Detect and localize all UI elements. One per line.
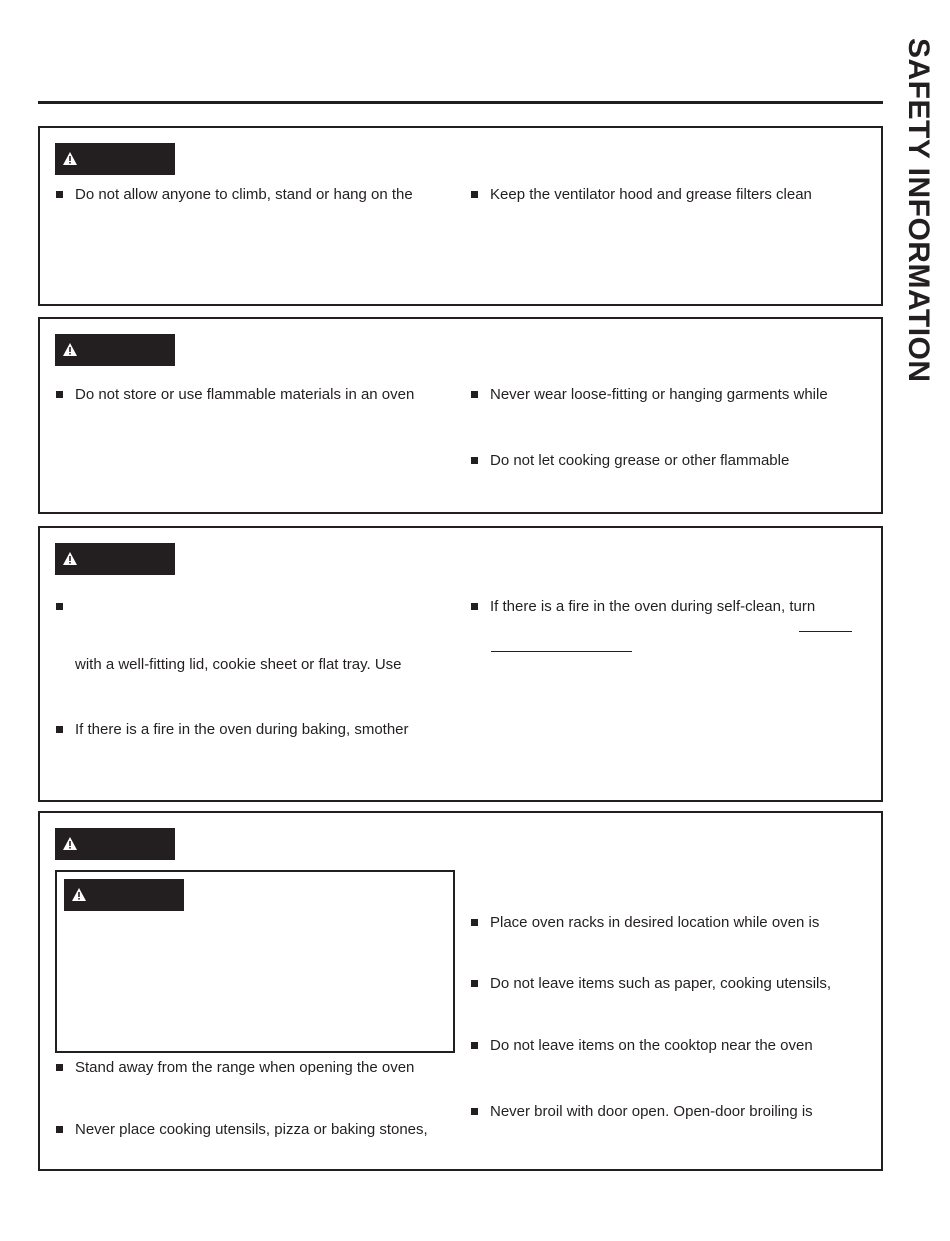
warning-panel-4 <box>38 811 883 1171</box>
bullet-text: If there is a fire in the oven during baking, smother <box>75 721 409 738</box>
bullet-text: Do not allow anyone to climb, stand or hang on the <box>75 186 413 203</box>
warning-panel-2 <box>38 317 883 514</box>
continued-text: with a well-fitting lid, cookie sheet or flat tray. Use <box>75 656 402 673</box>
warning-badge <box>55 143 175 175</box>
bullet-text: Do not let cooking grease or other flammable <box>490 452 790 469</box>
warning-triangle-icon <box>63 343 77 356</box>
warning-triangle-icon <box>72 888 86 901</box>
bullet-item <box>471 914 819 932</box>
bullet-square <box>471 191 478 198</box>
bullet-square <box>56 391 63 398</box>
side-title <box>888 38 950 408</box>
warning-triangle-icon <box>63 552 77 565</box>
bullet-square <box>471 980 478 987</box>
bullet-item <box>471 386 828 404</box>
bullet-square <box>56 191 63 198</box>
bullet-item <box>56 186 413 204</box>
inner-warning-box <box>55 870 455 1053</box>
bullet-square <box>56 603 63 610</box>
bullet-text: Never place cooking utensils, pizza or baking stones, <box>75 1121 428 1138</box>
bullet-item <box>471 598 815 616</box>
bullet-square <box>56 1126 63 1133</box>
bullet-item <box>56 386 414 404</box>
bullet-square <box>471 1108 478 1115</box>
bullet-item <box>471 186 812 204</box>
warning-badge <box>55 828 175 860</box>
underline-rule <box>491 651 632 652</box>
warning-badge <box>55 334 175 366</box>
bullet-square <box>56 726 63 733</box>
bullet-square <box>471 457 478 464</box>
bullet-text: Keep the ventilator hood and grease filters clean <box>490 186 812 203</box>
underline-rule <box>799 631 852 632</box>
bullet-text: Never wear loose-fitting or hanging garments while <box>490 386 828 403</box>
bullet-text: Do not leave items on the cooktop near the oven <box>490 1037 813 1054</box>
bullet-text: Do not leave items such as paper, cooking utensils, <box>490 975 832 992</box>
bullet-square <box>471 391 478 398</box>
side-title-text: SAFETY INFORMATION <box>902 38 935 383</box>
bullet-text: Place oven racks in desired location while oven is <box>490 914 820 931</box>
bullet-square <box>471 919 478 926</box>
bullet-text: Do not store or use flammable materials in an oven <box>75 386 415 403</box>
warning-badge <box>55 543 175 575</box>
warning-triangle-icon <box>63 837 77 850</box>
bullet-item <box>471 1103 813 1121</box>
warning-triangle-icon <box>63 152 77 165</box>
bullet-square <box>471 603 478 610</box>
bullet-square <box>56 1064 63 1071</box>
bullet-text: Stand away from the range when opening the oven <box>75 1059 415 1076</box>
bullet-item <box>56 1121 428 1139</box>
bullet-item <box>471 452 789 470</box>
bullet-text: If there is a fire in the oven during self-clean, turn <box>490 598 816 615</box>
bullet-square <box>471 1042 478 1049</box>
warning-panel-1 <box>38 126 883 306</box>
warning-panel-3 <box>38 526 883 802</box>
bullet-item <box>471 975 831 993</box>
bullet-item <box>56 721 409 739</box>
bullet-item <box>471 1037 813 1055</box>
warning-badge <box>64 879 184 911</box>
bullet-item <box>56 1059 414 1077</box>
top-rule <box>38 101 883 104</box>
bullet-item <box>56 598 75 616</box>
bullet-text: Never broil with door open. Open-door broiling is <box>490 1103 813 1120</box>
